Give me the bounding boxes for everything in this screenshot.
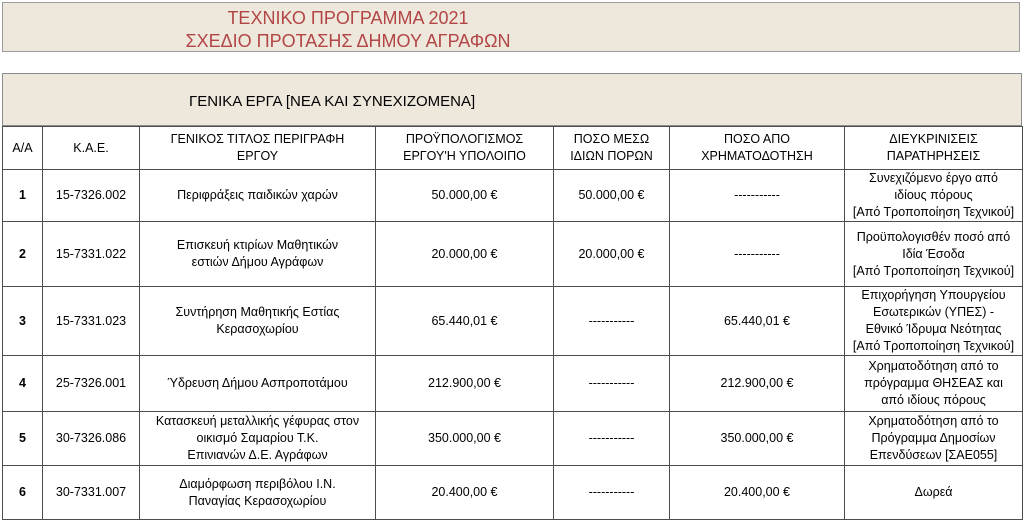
cell-funding: 20.400,00 € bbox=[670, 466, 845, 520]
cell-aa: 4 bbox=[3, 356, 43, 412]
cell-aa: 6 bbox=[3, 466, 43, 520]
cell-own-resources: ----------- bbox=[554, 356, 670, 412]
cell-aa: 1 bbox=[3, 170, 43, 222]
cell-budget: 65.440,01 € bbox=[376, 287, 554, 356]
cell-own-resources: 20.000,00 € bbox=[554, 222, 670, 287]
cell-title: Διαμόρφωση περιβόλου Ι.Ν. Παναγίας Κερασοχωρίου bbox=[140, 466, 376, 520]
cell-funding: 350.000,00 € bbox=[670, 412, 845, 466]
col-header-budget: ΠΡΟΫΠΟΛΟΓΙΣΜΟΣ ΕΡΓΟΥ'Η ΥΠΟΛΟΙΠΟ bbox=[376, 127, 554, 170]
table-row bbox=[3, 222, 1023, 287]
cell-notes: Χρηματοδότηση από το Πρόγραμμα Δημοσίων Επενδύσεων [ΣΑΕ055] bbox=[845, 412, 1023, 466]
table-row bbox=[3, 170, 1023, 222]
cell-notes: Προϋπολογισθέν ποσό από Ιδία Έσοδα [Από Τροποποίηση Τεχνικού] bbox=[845, 222, 1023, 287]
table-row bbox=[3, 356, 1023, 412]
table-row bbox=[3, 412, 1023, 466]
cell-title: Ύδρευση Δήμου Ασπροποτάμου bbox=[140, 356, 376, 412]
cell-title: Κατασκευή μεταλλικής γέφυρας στον οικισμό Σαμαρίου Τ.Κ. Επινιανών Δ.Ε. Αγράφων bbox=[140, 412, 376, 466]
section-header bbox=[2, 73, 1022, 126]
cell-kae: 15-7326.002 bbox=[43, 170, 140, 222]
cell-title: Περιφράξεις παιδικών χαρών bbox=[140, 170, 376, 222]
cell-aa: 5 bbox=[3, 412, 43, 466]
cell-own-resources: ----------- bbox=[554, 466, 670, 520]
cell-own-resources: ----------- bbox=[554, 412, 670, 466]
section-title: ΓΕΝΙΚΑ ΕΡΓΑ [ΝΕΑ ΚΑΙ ΣΥΝΕΧΙΖΟΜΕΝΑ] bbox=[189, 93, 476, 110]
cell-kae: 15-7331.023 bbox=[43, 287, 140, 356]
cell-kae: 25-7326.001 bbox=[43, 356, 140, 412]
cell-title: Συντήρηση Μαθητικής Εστίας Κερασοχωρίου bbox=[140, 287, 376, 356]
cell-budget: 50.000,00 € bbox=[376, 170, 554, 222]
cell-kae: 30-7331.007 bbox=[43, 466, 140, 520]
col-header-aa: Α/Α bbox=[3, 127, 43, 170]
cell-own-resources: ----------- bbox=[554, 287, 670, 356]
cell-kae: 30-7326.086 bbox=[43, 412, 140, 466]
cell-budget: 20.400,00 € bbox=[376, 466, 554, 520]
document-title-banner bbox=[2, 2, 1020, 52]
document-title: ΤΕΧΝΙΚΟ ΠΡΟΓΡΑΜΜΑ 2021 bbox=[227, 8, 469, 28]
cell-title: Επισκευή κτιρίων Μαθητικών εστιών Δήμου Αγράφων bbox=[140, 222, 376, 287]
document-subtitle: ΣΧΕΔΙΟ ΠΡΟΤΑΣΗΣ ΔΗΜΟΥ ΑΓΡΑΦΩΝ bbox=[185, 31, 511, 51]
cell-funding: 65.440,01 € bbox=[670, 287, 845, 356]
cell-funding: ----------- bbox=[670, 222, 845, 287]
col-header-own-resources: ΠΟΣΟ ΜΕΣΩ ΙΔΙΩΝ ΠΟΡΩΝ bbox=[554, 127, 670, 170]
cell-funding: 212.900,00 € bbox=[670, 356, 845, 412]
col-header-notes: ΔΙΕΥΚΡΙΝΙΣΕΙΣ ΠΑΡΑΤΗΡΗΣΕΙΣ bbox=[845, 127, 1023, 170]
cell-funding: ----------- bbox=[670, 170, 845, 222]
works-table bbox=[2, 126, 1023, 520]
cell-aa: 3 bbox=[3, 287, 43, 356]
cell-own-resources: 50.000,00 € bbox=[554, 170, 670, 222]
table-header-row bbox=[3, 127, 1023, 170]
col-header-kae: Κ.Α.Ε. bbox=[43, 127, 140, 170]
cell-notes: Χρηματοδότηση από το πρόγραμμα ΘΗΣΕΑΣ και από ιδίους πόρους bbox=[845, 356, 1023, 412]
cell-budget: 212.900,00 € bbox=[376, 356, 554, 412]
col-header-funding: ΠΟΣΟ ΑΠΟ ΧΡΗΜΑΤΟΔΟΤΗΣΗ bbox=[670, 127, 845, 170]
cell-notes: Δωρεά bbox=[845, 466, 1023, 520]
cell-notes: Συνεχιζόμενο έργο από ιδίους πόρους [Από Τροποποίηση Τεχνικού] bbox=[845, 170, 1023, 222]
cell-budget: 350.000,00 € bbox=[376, 412, 554, 466]
col-header-title: ΓΕΝΙΚΟΣ ΤΙΤΛΟΣ ΠΕΡΙΓΡΑΦΗ ΕΡΓΟΥ bbox=[140, 127, 376, 170]
table-row bbox=[3, 466, 1023, 520]
cell-aa: 2 bbox=[3, 222, 43, 287]
table-row bbox=[3, 287, 1023, 356]
cell-kae: 15-7331.022 bbox=[43, 222, 140, 287]
cell-notes: Επιχορήγηση Υπουργείου Εσωτερικών (ΥΠΕΣ) - Εθνικό Ίδρυμα Νεότητας [Από Τροποποίηση Τεχνικού] bbox=[845, 287, 1023, 356]
cell-budget: 20.000,00 € bbox=[376, 222, 554, 287]
